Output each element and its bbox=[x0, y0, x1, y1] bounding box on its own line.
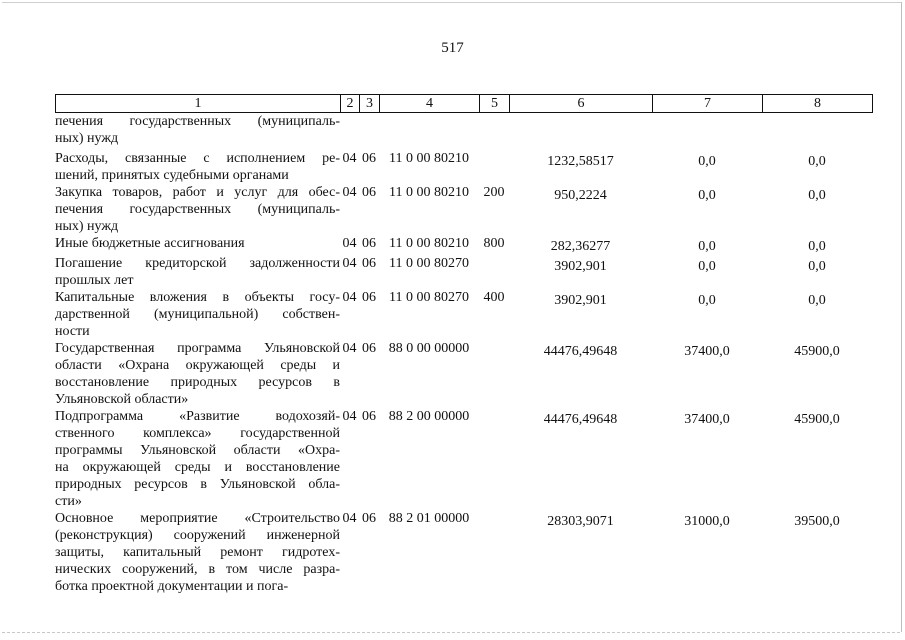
section-code bbox=[340, 113, 359, 147]
amount-year-1: 1232,58517 bbox=[547, 154, 614, 169]
table-row bbox=[55, 147, 872, 184]
target-article-code: 11 0 00 80210 bbox=[389, 185, 469, 200]
subsection-code: 06 bbox=[362, 511, 376, 526]
amount-year-2 bbox=[652, 113, 762, 147]
row-name-line: программы Ульяновской области «Охра- bbox=[55, 443, 340, 458]
amount-year-2: 0,0 bbox=[698, 293, 716, 308]
amount-year-2: 0,0 bbox=[698, 188, 716, 203]
target-article-code: 11 0 00 80210 bbox=[389, 151, 469, 166]
target-article-code: 88 2 01 00000 bbox=[388, 511, 470, 526]
amount-year-3: 0,0 bbox=[808, 154, 826, 169]
table-row bbox=[55, 340, 872, 408]
row-name bbox=[55, 255, 340, 289]
expense-type-code bbox=[479, 113, 509, 147]
section-code: 04 bbox=[342, 409, 357, 424]
row-name bbox=[55, 147, 340, 184]
subsection-code: 06 bbox=[362, 236, 376, 251]
header-col-7: 7 bbox=[653, 95, 763, 113]
row-name-line: Государственная программа Ульяновской bbox=[55, 341, 340, 356]
page-border-right bbox=[901, 2, 902, 632]
row-name-line: ности bbox=[55, 324, 90, 339]
section-code: 04 bbox=[342, 341, 357, 356]
table-header bbox=[55, 94, 873, 113]
amount-year-3 bbox=[762, 113, 872, 147]
header-row bbox=[56, 95, 873, 113]
amount-year-1: 28303,9071 bbox=[547, 514, 614, 529]
subsection-code: 06 bbox=[362, 290, 376, 305]
row-name bbox=[55, 235, 340, 255]
row-name-line: дарственной (муниципальной) собствен- bbox=[55, 307, 340, 322]
header-col-3: 3 bbox=[360, 95, 380, 113]
row-name-line: Расходы, связанные с исполнением ре- bbox=[55, 151, 340, 166]
amount-year-1 bbox=[509, 113, 652, 147]
amount-year-3: 0,0 bbox=[808, 259, 826, 274]
amount-year-3: 0,0 bbox=[808, 188, 826, 203]
expense-type-code bbox=[479, 510, 509, 595]
table-row bbox=[55, 289, 872, 340]
amount-year-1: 44476,49648 bbox=[543, 344, 618, 359]
subsection-code bbox=[359, 113, 379, 147]
amount-year-2: 31000,0 bbox=[684, 514, 730, 529]
row-name-line: восстановление природных ресурсов в bbox=[55, 375, 340, 390]
row-name-line: сти» bbox=[55, 494, 82, 509]
amount-year-3: 39500,0 bbox=[794, 514, 840, 529]
expense-type-code: 200 bbox=[483, 185, 505, 200]
amount-year-1: 3902,901 bbox=[554, 259, 607, 274]
amount-year-2: 37400,0 bbox=[684, 412, 730, 427]
row-name bbox=[55, 289, 340, 340]
section-code: 04 bbox=[342, 151, 357, 166]
subsection-code: 06 bbox=[362, 341, 376, 356]
header-col-1: 1 bbox=[56, 95, 341, 113]
page-border-bottom bbox=[2, 632, 900, 634]
table-row bbox=[55, 510, 872, 595]
budget-table bbox=[55, 113, 872, 595]
subsection-code: 06 bbox=[362, 409, 376, 424]
section-code: 04 bbox=[342, 185, 357, 200]
row-name bbox=[55, 340, 340, 408]
row-name-line: печения государственных (муниципаль- bbox=[55, 202, 340, 217]
row-name-line: Капитальные вложения в объекты госу- bbox=[55, 290, 340, 305]
target-article-code: 88 2 00 00000 bbox=[388, 409, 470, 424]
target-article-code: 11 0 00 80210 bbox=[389, 236, 469, 251]
amount-year-3: 45900,0 bbox=[794, 344, 840, 359]
expense-type-code bbox=[479, 340, 509, 408]
section-code: 04 bbox=[342, 256, 357, 271]
row-name-line: Ульяновской области» bbox=[55, 392, 189, 407]
row-name-line: ных) нужд bbox=[55, 219, 119, 234]
row-name-line: ственного комплекса» государственной bbox=[55, 426, 340, 441]
header-col-5: 5 bbox=[480, 95, 510, 113]
expense-type-code: 800 bbox=[483, 236, 505, 251]
amount-year-1: 950,2224 bbox=[554, 188, 607, 203]
header-col-8: 8 bbox=[763, 95, 873, 113]
row-name-line: области «Охрана окружающей среды и bbox=[55, 358, 340, 373]
row-name-line: шений, принятых судебными органами bbox=[55, 168, 289, 183]
row-name-line: нических сооружений, в том числе разра- bbox=[55, 562, 340, 577]
amount-year-3: 0,0 bbox=[808, 293, 826, 308]
expense-type-code bbox=[479, 147, 509, 184]
table-row bbox=[55, 408, 872, 510]
amount-year-3: 45900,0 bbox=[794, 412, 840, 427]
expense-type-code bbox=[479, 408, 509, 510]
expense-type-code bbox=[479, 255, 509, 289]
row-name-line: Подпрограмма «Развитие водохозяй- bbox=[55, 409, 340, 424]
row-name-line: ботка проектной документации и пога- bbox=[55, 579, 289, 594]
row-name bbox=[55, 408, 340, 510]
row-name-line: Погашение кредиторской задолженности bbox=[55, 256, 340, 271]
header-col-2: 2 bbox=[341, 95, 360, 113]
amount-year-2: 0,0 bbox=[698, 154, 716, 169]
amount-year-1: 3902,901 bbox=[554, 293, 607, 308]
row-name-line: Основное мероприятие «Строительство bbox=[55, 511, 340, 526]
target-article-code bbox=[379, 113, 479, 147]
amount-year-2: 37400,0 bbox=[684, 344, 730, 359]
header-col-4: 4 bbox=[380, 95, 480, 113]
target-article-code: 88 0 00 00000 bbox=[388, 341, 470, 356]
amount-year-2: 0,0 bbox=[698, 239, 716, 254]
subsection-code: 06 bbox=[362, 256, 376, 271]
row-name bbox=[55, 184, 340, 235]
row-name-line: Закупка товаров, работ и услуг для обес- bbox=[55, 185, 340, 200]
section-code: 04 bbox=[342, 236, 357, 251]
section-code: 04 bbox=[342, 511, 357, 526]
header-col-6: 6 bbox=[510, 95, 653, 113]
amount-year-1: 44476,49648 bbox=[543, 412, 618, 427]
table-row bbox=[55, 113, 872, 147]
row-name-line: печения государственных (муниципаль- bbox=[55, 114, 340, 129]
target-article-code: 11 0 00 80270 bbox=[389, 256, 469, 271]
target-article-code: 11 0 00 80270 bbox=[389, 290, 469, 305]
row-name-line: на окружающей среды и восстановление bbox=[55, 460, 340, 475]
row-name-line: Иные бюджетные ассигнования bbox=[55, 236, 245, 251]
row-name bbox=[55, 510, 340, 595]
row-name-line: природных ресурсов в Ульяновской обла- bbox=[55, 477, 340, 492]
page-number: 517 bbox=[441, 40, 464, 56]
row-name-line: ных) нужд bbox=[55, 131, 119, 146]
amount-year-2: 0,0 bbox=[698, 259, 716, 274]
section-code: 04 bbox=[342, 290, 357, 305]
table-row bbox=[55, 255, 872, 289]
subsection-code: 06 bbox=[362, 151, 376, 166]
subsection-code: 06 bbox=[362, 185, 376, 200]
page-border-top bbox=[2, 2, 902, 3]
table-row bbox=[55, 184, 872, 235]
row-name-line: прошлых лет bbox=[55, 273, 134, 288]
table-row bbox=[55, 235, 872, 255]
amount-year-1: 282,36277 bbox=[550, 239, 611, 254]
row-name bbox=[55, 113, 340, 147]
amount-year-3: 0,0 bbox=[808, 239, 826, 254]
row-name-line: защиты, капитальный ремонт гидротех- bbox=[55, 545, 340, 560]
row-name-line: (реконструкция) сооружений инженерной bbox=[55, 528, 340, 543]
expense-type-code: 400 bbox=[483, 290, 505, 305]
